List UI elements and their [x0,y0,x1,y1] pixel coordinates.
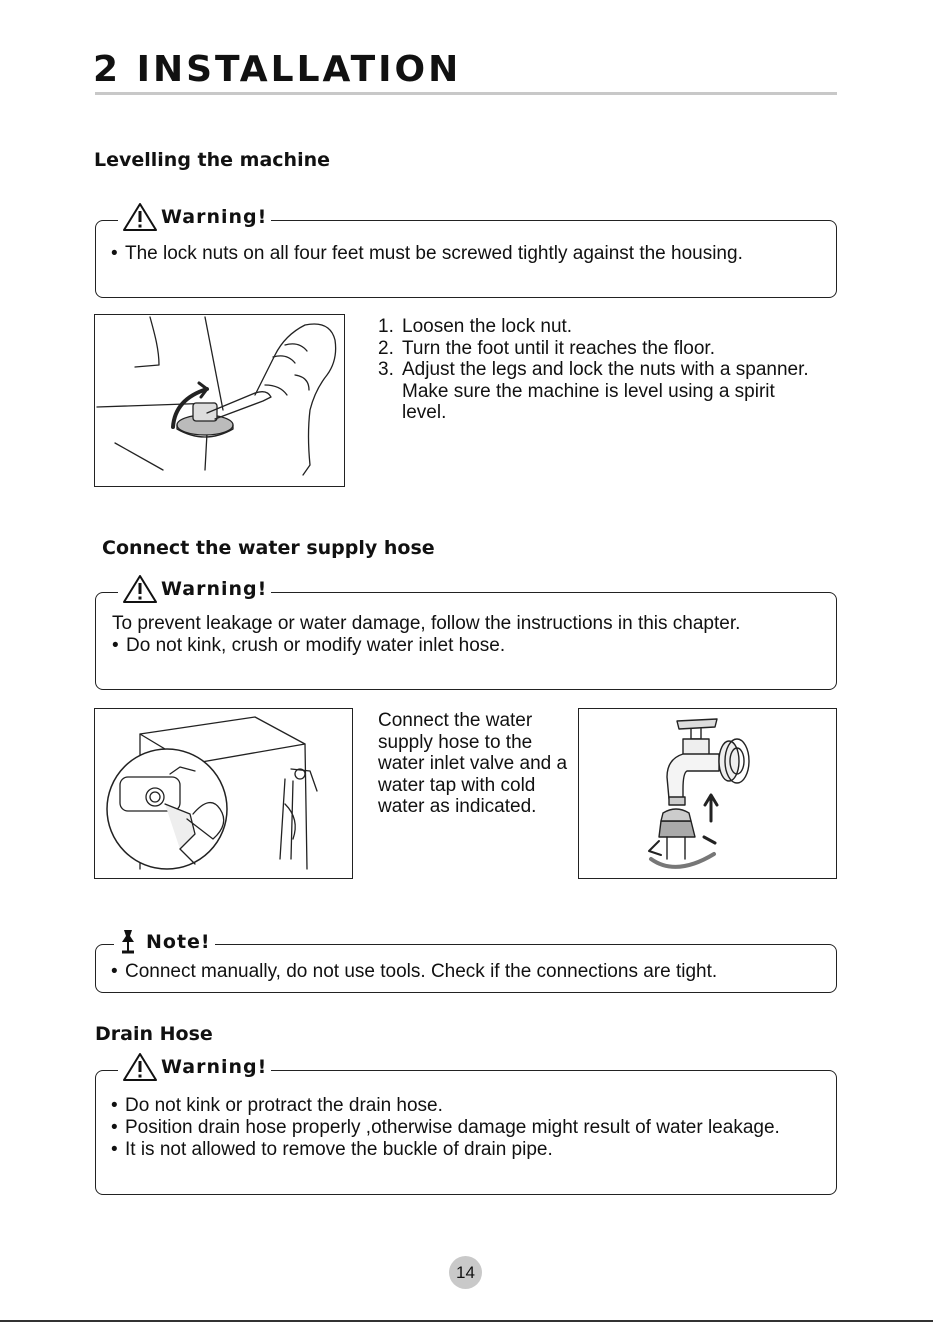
note-label: Note! [146,931,211,953]
list-item: • Do not kink, crush or modify water inlet hose. [112,635,506,656]
levelling-warning-title [118,202,271,232]
water-supply-instruction: Connect the water supply hose to the water inlet valve and a water tap with cold water as indicated. [378,710,568,817]
note-box [95,931,837,993]
warning-triangle-icon [122,574,158,604]
list-item: 2. Turn the foot until it reaches the floor. [378,337,715,359]
list-item: • Do not kink or protract the drain hose. [111,1095,443,1116]
tap-illustration [578,708,837,879]
list-item: 1. Loosen the lock nut. [378,316,573,337]
warning-triangle-icon [122,202,158,232]
levelling-heading: Levelling the machine [94,149,330,171]
levelling-warning-list [111,243,791,265]
bottom-divider [0,1320,933,1322]
water-supply-warning-text [112,613,802,657]
note-list [111,961,831,983]
note-title [114,928,215,956]
drain-warning-label: Warning! [161,1056,268,1078]
water-supply-warning-box [95,578,837,690]
list-item: • Position drain hose properly ,otherwise damage might result of water leakage. [111,1117,780,1138]
wrench-adjusting-foot-image [95,315,344,486]
title-divider [95,92,837,95]
water-supply-warning-title [118,574,271,604]
page-title: 2 INSTALLATION [93,49,462,90]
hose-to-inlet-valve-image [95,709,352,878]
warning-intro: To prevent leakage or water damage, follow the instructions in this chapter. [112,613,741,634]
pushpin-icon [118,928,140,956]
levelling-illustration [94,314,345,487]
page-number: 14 [449,1256,482,1289]
list-item: • The lock nuts on all four feet must be screwed tightly against the housing. [111,243,743,264]
drain-warning-box [95,1056,837,1195]
drain-warning-list [111,1095,801,1161]
drain-heading: Drain Hose [95,1023,213,1045]
water-supply-heading: Connect the water supply hose [102,537,435,559]
water-supply-warning-label: Warning! [161,578,268,600]
list-item: • Connect manually, do not use tools. Check if the connections are tight. [111,961,718,982]
inlet-valve-illustration [94,708,353,879]
levelling-warning-box [95,206,837,298]
levelling-warning-label: Warning! [161,206,268,228]
levelling-steps [378,316,818,424]
drain-warning-title [118,1052,271,1082]
list-item: • It is not allowed to remove the buckle of drain pipe. [111,1139,553,1160]
warning-triangle-icon [122,1052,158,1082]
list-item: 3. Adjust the legs and lock the nuts with a spanner. Make sure the machine is level using a spirit level. [378,359,809,423]
hose-to-water-tap-image [579,709,836,878]
